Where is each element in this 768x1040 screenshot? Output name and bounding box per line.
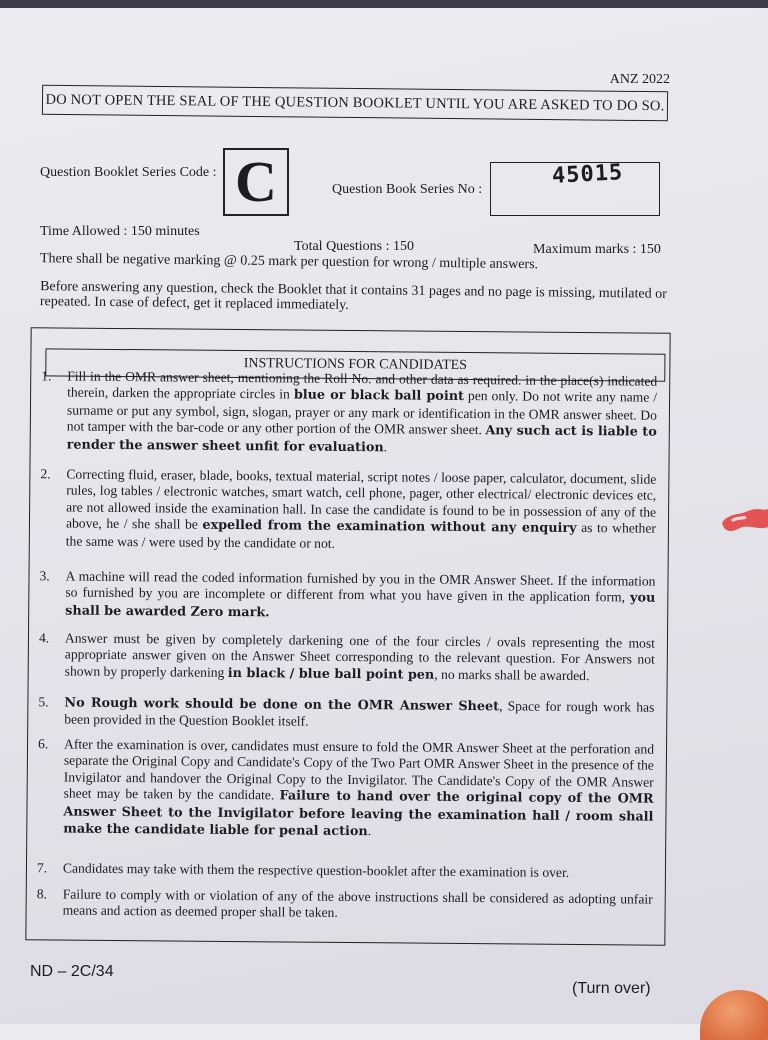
- instruction-text: pen only. Do not write any name / surname or put any symbol, sign, slogan, prayer or any mark or identification in the OMR answer sheet. Do not tamper with the bar-code or any other portion of the OMR answer sheet.: [66, 388, 658, 438]
- instruction-item: [39, 568, 655, 625]
- instruction-text: Candidates may take with them the respective question-booklet after the examination is over.: [62, 860, 570, 880]
- instruction-item: [41, 368, 658, 458]
- instruction-text: After the examination is over, candidates must ensure to fold the OMR Answer Sheet at the perforation and separate the Original Copy and Candidate's Copy of the Two Part OMR Answer Sheet in the presence of the Invigilator and handover the Original Copy to the Invigilator. The Candidate's Copy of the OMR Answer sheet may be taken by the candidate.: [63, 736, 655, 803]
- instruction-number: 6.: [37, 736, 49, 752]
- instruction-text: .: [367, 823, 372, 839]
- instruction-emphasis: expelled from the examination without any enquiry: [202, 517, 577, 537]
- negative-marking-note: There shall be negative marking @ 0.25 mark per question for wrong / multiple answers.: [39, 251, 539, 273]
- series-code-value: C: [235, 149, 277, 214]
- instruction-emphasis: you shall be awarded Zero mark.: [65, 590, 656, 621]
- instruction-text: .: [383, 438, 388, 454]
- time-allowed: Time Allowed : 150 minutes: [40, 224, 200, 239]
- instruction-text: Fill in the OMR answer sheet, mentioning the Roll No. and other data as required. in the place(s) indicated therein, darken the appropriate circles in: [67, 368, 658, 402]
- instruction-text: Correcting fluid, eraser, blade, books, textual material, script notes / loose paper, calculator, document, slide rules, log tables / electronic watches, smart watch, cell phone, pager, other electrical/ electronic devices etc, are not allowed inside the examination hall. In case the candidate is found to be in possession of any of the above, he / she shall be: [65, 466, 657, 532]
- instruction-emphasis: No Rough work should be done on the OMR Answer Sheet: [64, 695, 500, 715]
- red-stain-mark: [718, 505, 768, 535]
- series-code-label: Question Booklet Series Code :: [40, 165, 217, 180]
- instruction-emphasis: Failure to hand over the original copy of the OMR Answer Sheet to the Invigilator before leaving the examination hall / room shall make the candidate liable for penal action: [63, 788, 654, 840]
- instruction-number: 8.: [36, 886, 48, 902]
- instruction-number: 5.: [38, 694, 49, 710]
- instructions-box: [25, 327, 670, 946]
- instruction-item: [37, 886, 653, 924]
- instruction-text: A machine will read the coded information furnished by you in the OMR Answer Sheet. If the information so furnished by you are incomplete or different from what you have given in the application form,: [65, 568, 656, 605]
- instruction-item: [39, 630, 655, 686]
- series-code-box: [223, 148, 289, 216]
- book-series-no-value: 45015: [551, 160, 624, 189]
- check-booklet-note: Before answering any question, check the Booklet that it contains 31 pages and no page is missing, mutilated or repeated. In case of defect, get it replaced immediately.: [39, 279, 667, 313]
- instruction-item: [38, 694, 654, 733]
- instruction-number: 2.: [40, 466, 51, 482]
- book-series-no-label: Question Book Series No :: [332, 182, 483, 197]
- instruction-emphasis: blue or black ball point: [293, 387, 465, 405]
- instruction-number: 3.: [39, 568, 50, 584]
- instruction-text: as to whether the same was / were used by the candidate or not.: [65, 520, 657, 551]
- exam-code: ANZ 2022: [609, 72, 670, 87]
- instruction-number: 4.: [38, 630, 50, 646]
- instruction-item: [40, 466, 657, 554]
- instruction-item: [37, 860, 653, 882]
- finger-holding-page: [700, 990, 768, 1040]
- total-questions: Total Questions : 150: [294, 239, 414, 254]
- instruction-text: , Space for rough work has been provided in the Question Booklet itself.: [64, 698, 655, 730]
- instruction-number: 7.: [36, 860, 48, 876]
- instruction-text: Failure to comply with or violation of any of the above instructions shall be considered as adopting unfair means and action as deemed proper shall be taken.: [62, 886, 653, 921]
- instruction-number: 1.: [41, 368, 52, 384]
- background-edge: [0, 0, 768, 8]
- page-code: ND – 2C/34: [30, 963, 114, 980]
- instruction-emphasis: Any such act is liable to render the answer sheet unfit for evaluation: [66, 423, 657, 455]
- instruction-item: [37, 736, 654, 843]
- instruction-emphasis: in black / blue ball point pen: [227, 665, 435, 683]
- instruction-text: , no marks shall be awarded.: [434, 666, 590, 683]
- turn-over-note: (Turn over): [572, 980, 651, 997]
- maximum-marks: Maximum marks : 150: [533, 242, 661, 257]
- seal-notice: DO NOT OPEN THE SEAL OF THE QUESTION BOOKLET UNTIL YOU ARE ASKED TO DO SO.: [42, 85, 668, 122]
- instructions-title: INSTRUCTIONS FOR CANDIDATES: [45, 348, 665, 381]
- instruction-text: Answer must be given by completely darkening one of the four circles / ovals representing the most appropriate answer given on the Answer Sheet corresponding to the relevant question. For Answers not shown by properly darkening: [64, 630, 656, 680]
